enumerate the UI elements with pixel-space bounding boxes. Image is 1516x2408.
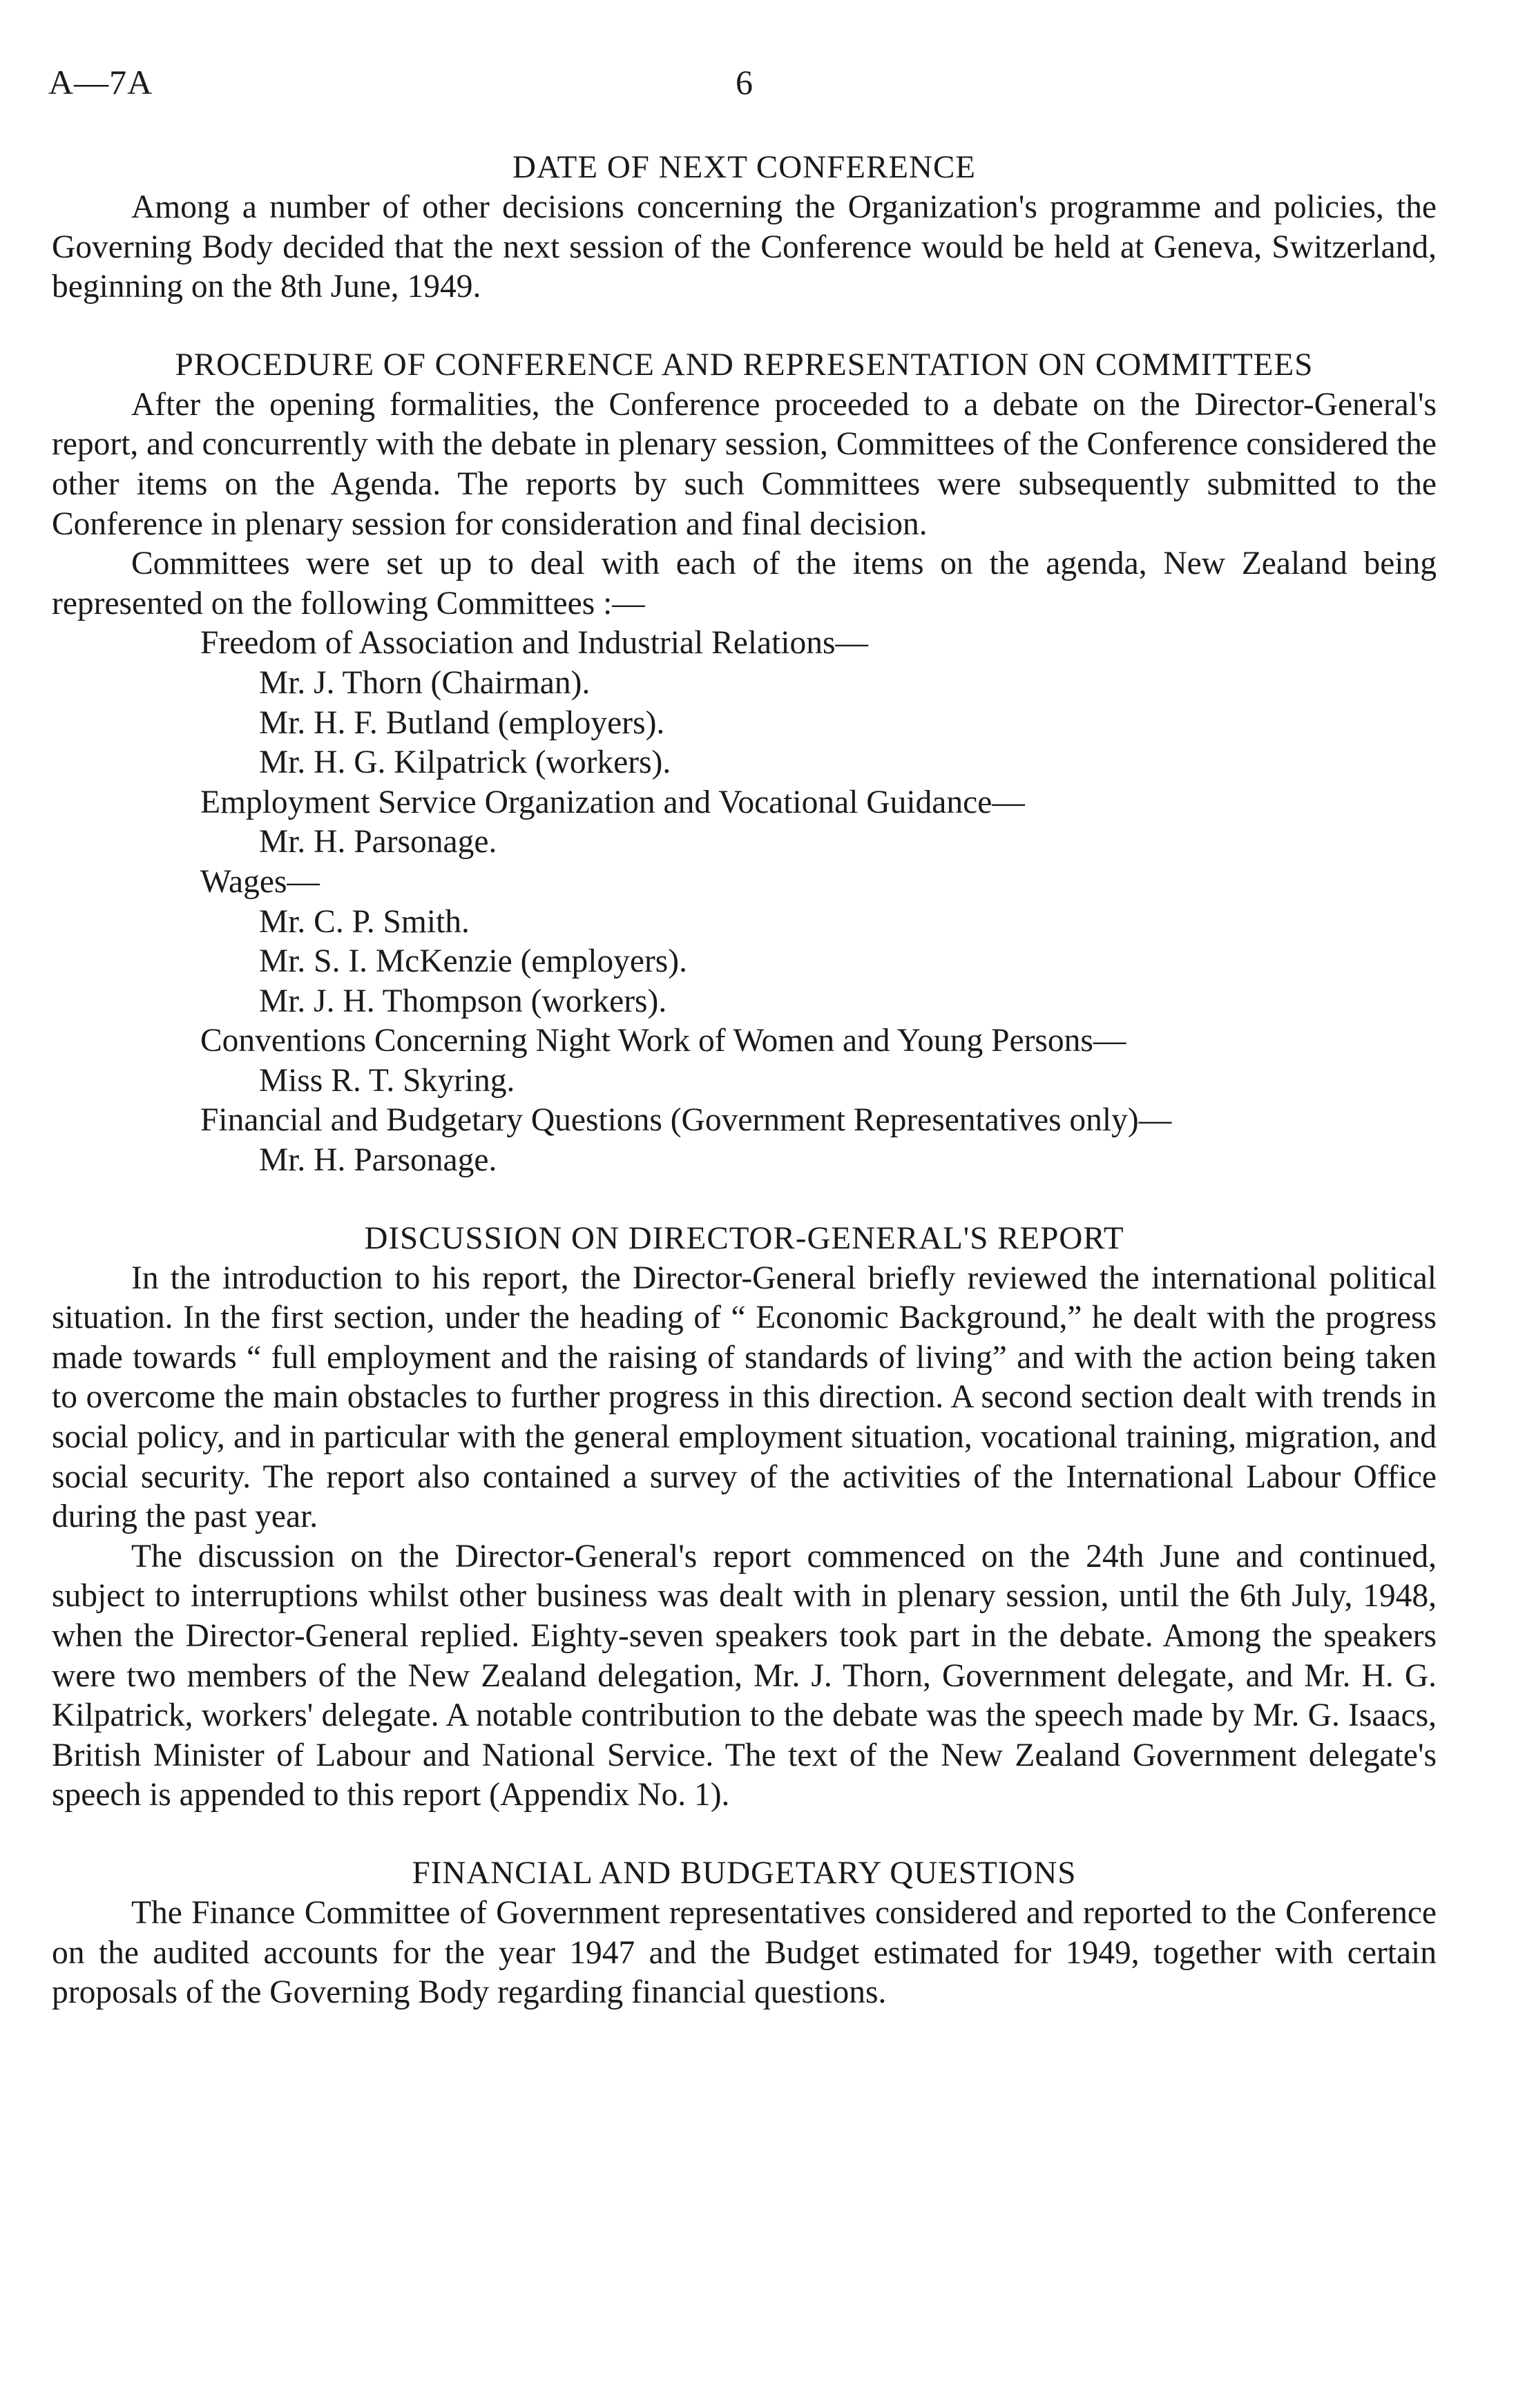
section-heading: DISCUSSION ON DIRECTOR-GENERAL'S REPORT — [364, 1220, 1124, 1256]
committee-item — [52, 783, 1437, 863]
section-spacer — [52, 1815, 1437, 1852]
committee-member: Mr. H. F. Butland (employers). — [259, 704, 665, 741]
committee-member: Mr. C. P. Smith. — [259, 903, 470, 940]
committee-member: Mr. H. G. Kilpatrick (workers). — [259, 744, 671, 781]
paragraph: In the introduction to his report, the Director-General briefly reviewed the international political situation. In the first section, under the heading of “ Economic Background,” he dealt with the progress made towards “ full employment and the raising of standards of living” and with the action being taken to overcome the main obstacles to further progress in this direction. A second section dealt with trends in social policy, and in particular with the general employment situation, vocational training, migration, and social security. The report also contained a survey of the activities of the International Labour Office during the past year. — [52, 1260, 1437, 1535]
committee-member: Mr. H. Parsonage. — [259, 824, 497, 860]
paragraph: The discussion on the Director-General's report commenced on the 24th June and continued, subject to interruptions whilst other business was dealt with in plenary session, until the 6th July, 1948, when the Director-General replied. Eighty-seven speakers took part in the debate. Among the speakers were two members of the New Zealand delegation, Mr. J. Thorn, Government delegate, and Mr. H. G. Kilpatrick, workers' delegate. A notable contribution to the debate was the speech made by Mr. G. Isaacs, British Minister of Labour and National Service. The text of the New Zealand Government delegate's speech is appended to this report (Appendix No. 1). — [52, 1538, 1437, 1813]
document-reference: A—7A — [48, 63, 153, 102]
section-spacer — [52, 307, 1437, 344]
section-procedure-of-conference — [52, 344, 1437, 1181]
committee-name: Freedom of Association and Industrial Relations— — [200, 625, 869, 662]
committee-item — [52, 1021, 1437, 1101]
paragraph: Committees were set up to deal with each of the items on the agenda, New Zealand being represented on the following Committees :— — [52, 546, 1437, 622]
committee-name: Wages— — [200, 863, 320, 900]
section-discussion-director-general-report — [52, 1217, 1437, 1815]
section-heading: DATE OF NEXT CONFERENCE — [512, 149, 977, 185]
section-date-of-next-conference — [52, 146, 1437, 307]
section-heading: FINANCIAL AND BUDGETARY QUESTIONS — [412, 1854, 1077, 1891]
document-body — [52, 146, 1437, 2013]
committee-name: Financial and Budgetary Questions (Government Representatives only)— — [200, 1102, 1172, 1139]
section-heading: PROCEDURE OF CONFERENCE AND REPRESENTATION ON COMMITTEES — [175, 346, 1314, 383]
section-financial-and-budgetary-questions — [52, 1852, 1437, 2013]
committee-name: Employment Service Organization and Vocational Guidance— — [200, 784, 1025, 820]
committee-name: Conventions Concerning Night Work of Women and Young Persons— — [200, 1023, 1126, 1059]
page-number: 6 — [736, 63, 753, 102]
committee-item — [52, 624, 1437, 782]
committee-member: Mr. H. Parsonage. — [259, 1142, 497, 1179]
committee-list — [52, 624, 1437, 1180]
section-spacer — [52, 1181, 1437, 1217]
committee-member: Mr. S. I. McKenzie (employers). — [259, 943, 687, 980]
paragraph: The Finance Committee of Government representatives considered and reported to the Conference on the audited accounts for the year 1947 and the Budget estimated for 1949, together with certain proposals of the Governing Body regarding financial questions. — [52, 1894, 1437, 2011]
committee-member: Mr. J. Thorn (Chairman). — [259, 664, 591, 701]
paragraph: After the opening formalities, the Conference proceeded to a debate on the Director-General's report, and concurrently with the debate in plenary session, Committees of the Conference considered the other items on the Agenda. The reports by such Committees were subsequently submitted to the Conference in plenary session for consideration and final decision. — [52, 386, 1437, 542]
committee-item — [52, 863, 1437, 1021]
committee-member: Miss R. T. Skyring. — [259, 1062, 515, 1099]
committee-member: Mr. J. H. Thompson (workers). — [259, 983, 667, 1019]
committee-item — [52, 1101, 1437, 1180]
paragraph: Among a number of other decisions concerning the Organization's programme and policies, the Governing Body decided that the next session of the Conference would be held at Geneva, Switzerland, beginning on the 8th June, 1949. — [52, 189, 1437, 305]
